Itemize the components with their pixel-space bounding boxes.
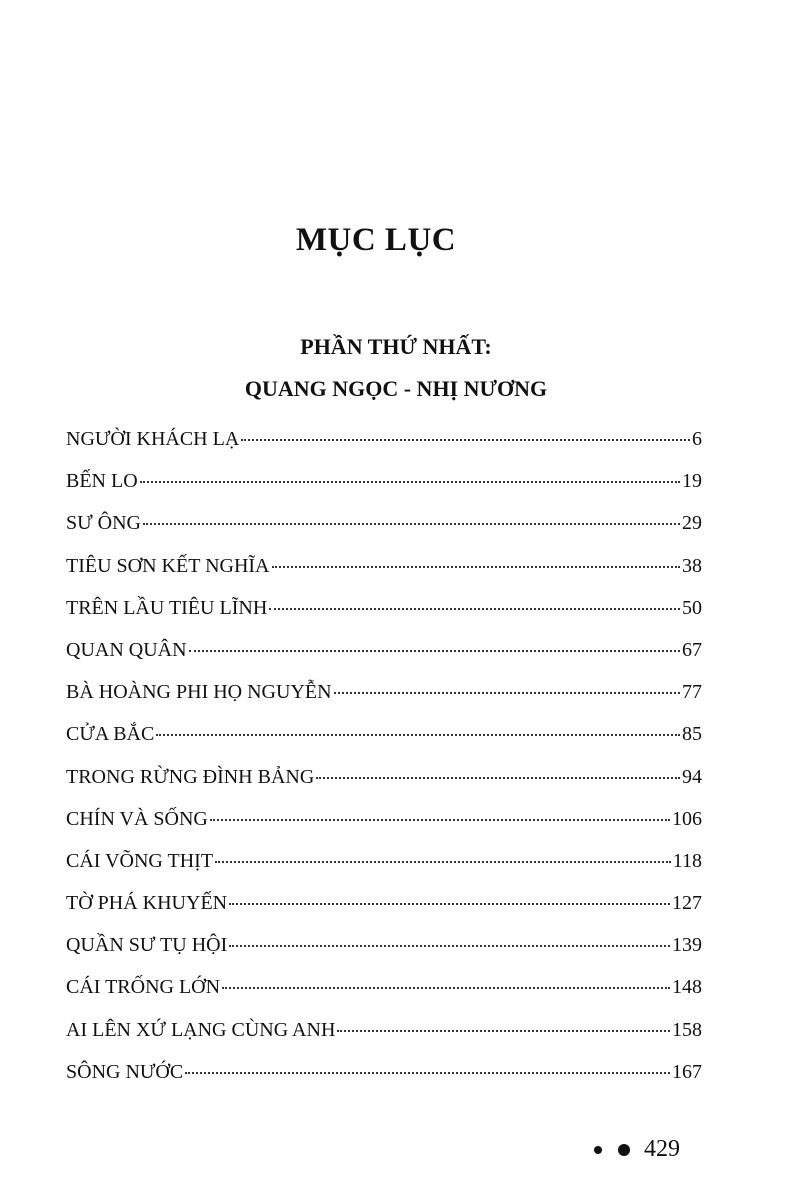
bullet-icon: [618, 1144, 630, 1156]
toc-entry-title: TRONG RỪNG ĐÌNH BẢNG: [66, 765, 315, 788]
toc-leader-dots: [143, 523, 680, 525]
toc-entry-title: SÔNG NƯỚC: [66, 1060, 184, 1083]
toc-leader-dots: [337, 1030, 670, 1032]
part-title: QUANG NGỌC - NHỊ NƯƠNG: [244, 376, 548, 401]
toc-entry: [66, 418, 702, 460]
toc-entry-page: 127: [672, 892, 702, 915]
toc-entry-page: 139: [672, 934, 702, 957]
toc-entry-page: 38: [682, 554, 702, 577]
toc-entry-title: BẾN LO: [66, 470, 138, 493]
toc-entry-page: 85: [682, 723, 702, 746]
toc-leader-dots: [215, 861, 671, 863]
bullet-icon: [594, 1146, 602, 1154]
toc-entry-title: CÁI TRỐNG LỚN: [66, 976, 221, 999]
toc-entry-page: 77: [682, 681, 702, 704]
toc-entry: [66, 1051, 702, 1093]
toc-leader-dots: [156, 734, 680, 736]
toc-entry: [66, 629, 702, 671]
toc-entry-page: 6: [692, 428, 702, 450]
toc-entry-page: 29: [682, 512, 702, 535]
toc-leader-dots: [185, 1072, 670, 1074]
toc-entry: [66, 1009, 702, 1051]
toc-entry-page: 106: [672, 807, 702, 830]
toc-entry-page: 67: [682, 638, 702, 661]
toc-entry: [66, 671, 702, 713]
toc-entry-page: 50: [682, 596, 702, 619]
table-of-contents: [66, 418, 702, 1093]
toc-entry: [66, 840, 702, 882]
toc-leader-dots: [316, 777, 680, 779]
toc-entry-title: CÁI VÕNG THỊT: [66, 849, 214, 872]
toc-leader-dots: [189, 650, 680, 652]
toc-entry: [66, 882, 702, 924]
toc-leader-dots: [334, 692, 680, 694]
toc-entry-page: 118: [672, 849, 702, 872]
toc-entry: [66, 756, 702, 798]
toc-entry-title: NGƯỜI KHÁCH LẠ: [66, 428, 240, 450]
toc-leader-dots: [222, 987, 670, 989]
toc-entry: [66, 966, 702, 1008]
toc-leader-dots: [229, 945, 670, 947]
toc-entry-title: SƯ ÔNG: [66, 512, 141, 535]
toc-entry-page: 148: [672, 976, 702, 999]
toc-entry-title: QUẦN SƯ TỤ HỘI: [66, 934, 228, 957]
toc-entry: [66, 924, 702, 966]
toc-entry-page: 158: [672, 1018, 702, 1041]
toc-entry-title: BÀ HOÀNG PHI HỌ NGUYỄN: [66, 681, 332, 704]
toc-entry-title: TIÊU SƠN KẾT NGHĨA: [66, 554, 270, 577]
page-title: MỤC LỤC: [295, 222, 457, 258]
toc-entry-title: QUAN QUÂN: [66, 638, 187, 661]
toc-entry-title: TỜ PHÁ KHUYẾN: [66, 892, 228, 915]
toc-leader-dots: [269, 608, 680, 610]
toc-entry-title: CỬA BẮC: [66, 723, 155, 746]
toc-entry-page: 19: [682, 470, 702, 493]
toc-leader-dots: [140, 481, 680, 483]
toc-leader-dots: [241, 439, 690, 441]
toc-entry-page: 94: [682, 765, 702, 788]
toc-entry: [66, 798, 702, 840]
toc-entry: [66, 713, 702, 755]
page-number: 429: [644, 1136, 680, 1162]
toc-entry-page: 167: [672, 1060, 702, 1083]
toc-entry: [66, 587, 702, 629]
toc-leader-dots: [210, 819, 670, 821]
toc-entry: [66, 460, 702, 502]
toc-leader-dots: [229, 903, 670, 905]
part-label: PHẦN THỨ NHẤT:: [300, 334, 492, 359]
toc-entry-title: CHÍN VÀ SỐNG: [66, 807, 208, 830]
toc-entry-title: AI LÊN XỨ LẠNG CÙNG ANH: [66, 1018, 336, 1041]
toc-entry: [66, 502, 702, 544]
toc-leader-dots: [272, 566, 681, 568]
toc-entry: [66, 545, 702, 587]
toc-entry-title: TRÊN LẦU TIÊU LĨNH: [66, 596, 268, 619]
page-footer: [594, 1136, 680, 1163]
